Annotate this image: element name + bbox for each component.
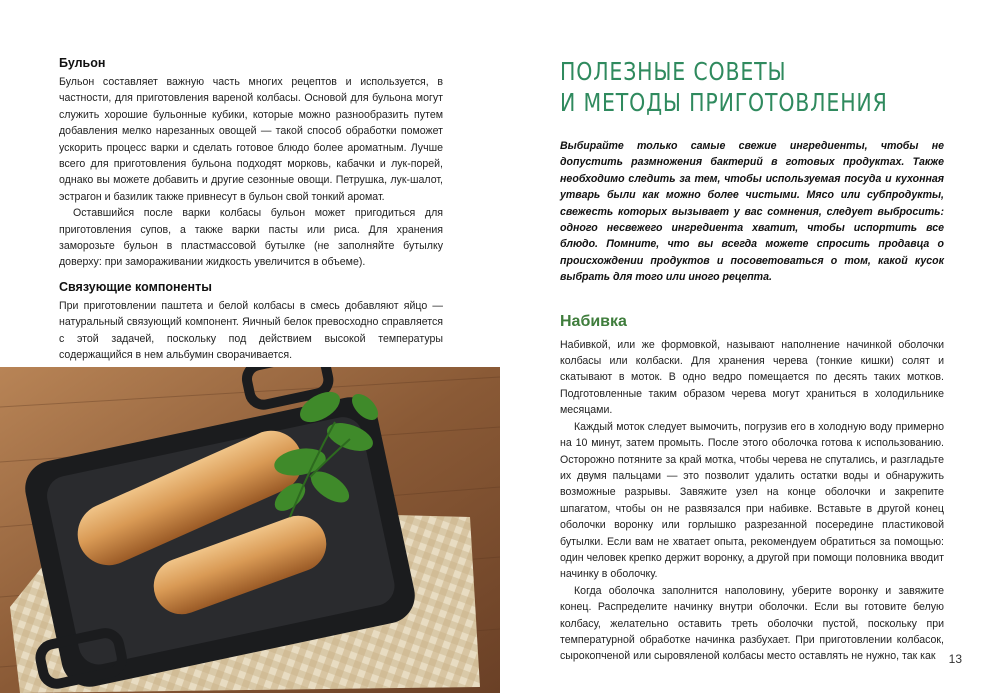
filling-paragraph-2: Каждый моток следует вымочить, погрузив его в холодную воду примерно на 10 минут, затем промыть. После этого оболочка готова к использованию. Осторожно потяните за край мотка, чтобы черева не спутались, и разгладьте их двумя пальцами — это позволит удалить остатки воды и обнаружить возможные разрывы. Завяжите узел на конце оболочки и закрепите шпагатом, чтобы он не развязался при набивке. Вставьте в другой конец оболочки воронку или горлышко разрезанной посередине пластиковой бутылки. Если вам не хватает опыта, рекомендуем обратиться за помощью: один человек крепко держит воронку, а другой при помощи половника вводит начинку в оболочку. [560, 420, 944, 581]
binders-paragraph-1: При приготовлении паштета и белой колбасы в смесь добавляют яйцо — натуральный связующий компонент. Яичный белок превосходно справляется с этой задачей, поскольку под действием высокой температуры содержащийся в нем альбумин сворачивается. [59, 299, 443, 362]
bouillon-paragraph-1: Бульон составляет важную часть многих рецептов и используется, в частности, для приготовления вареной колбасы. Основой для бульона могут служить хорошие бульонные кубики, которые можно разнообразить путем добавления мелко нарезанных овощей — такой способ обработки поможет ускорить процесс варки и сделать готовое блюдо более ароматным. Лучше всего для приготовления бульона подходят морковь, кабачки и лук-порей, однако вы можете добавить и другие сезонные овощи. Петрушка, лук-шалот, эстрагон и базилик также привнесут в бульон свой тонкий аромат. [59, 76, 443, 203]
right-page [500, 0, 1000, 693]
page-number: 13 [948, 652, 962, 666]
bouillon-heading: Бульон [59, 56, 106, 70]
lead-paragraph: Выбирайте только самые свежие ингредиенты, чтобы не допустить размножения бактерий в готовых продуктах. Также необходимо следить за тем, чтобы используемая посуда и кухонная утварь были как можно более чистыми. Мясо или субпродукты, свежесть которых вызывает у вас сомнения, следует выбросить: одного несвежего ингредиента хватит, чтобы испортить все блюдо. Помните, что вы всегда можете спросить продавца о происхождении продуктов и посоветоваться о том, какой кусок выбрать для того или иного рецепта. [560, 140, 944, 284]
filling-paragraph-3: Когда оболочка заполнится наполовину, уберите воронку и завяжите конец. Распределите начинку внутри оболочки. Если вы готовите белую колбасу, желательно оставить треть оболочки пустой, поскольку при температурной обработке начинка разбухает. При приготовлении колбасок, сырокопченой или сыровяленой колбасы место оставлять не нужно, так как [560, 584, 944, 663]
left-column [59, 56, 443, 364]
right-column [560, 56, 944, 665]
binders-heading: Связующие компоненты [59, 279, 212, 294]
section-title-line-1: ПОЛЕЗНЫЕ СОВЕТЫ [560, 57, 787, 86]
bouillon-paragraph-2: Оставшийся после варки колбасы бульон может пригодиться для приготовления супов, а также варки пасты или риса. Для хранения заморозьте бульон в пластмассовой бутылке (не заполняйте бутылку доверху: при замораживании жидкость увеличится в объеме). [59, 207, 443, 269]
filling-paragraph-1: Набивкой, или же формовкой, называют наполнение начинкой оболочки колбасы или колбаски. Для хранения черева (тонкие кишки) солят и скатывают в моток. В одно ведро помещается по десять таких мотков. Подготовленные таким образом черева могут храниться в холодильнике месяцами. [560, 338, 944, 417]
section-title [560, 56, 888, 118]
sausage-photo [0, 367, 500, 693]
filling-heading: Набивка [560, 312, 627, 330]
sausage-dish-image [0, 367, 500, 693]
section-title-line-2: И МЕТОДЫ ПРИГОТОВЛЕНИЯ [560, 88, 888, 117]
